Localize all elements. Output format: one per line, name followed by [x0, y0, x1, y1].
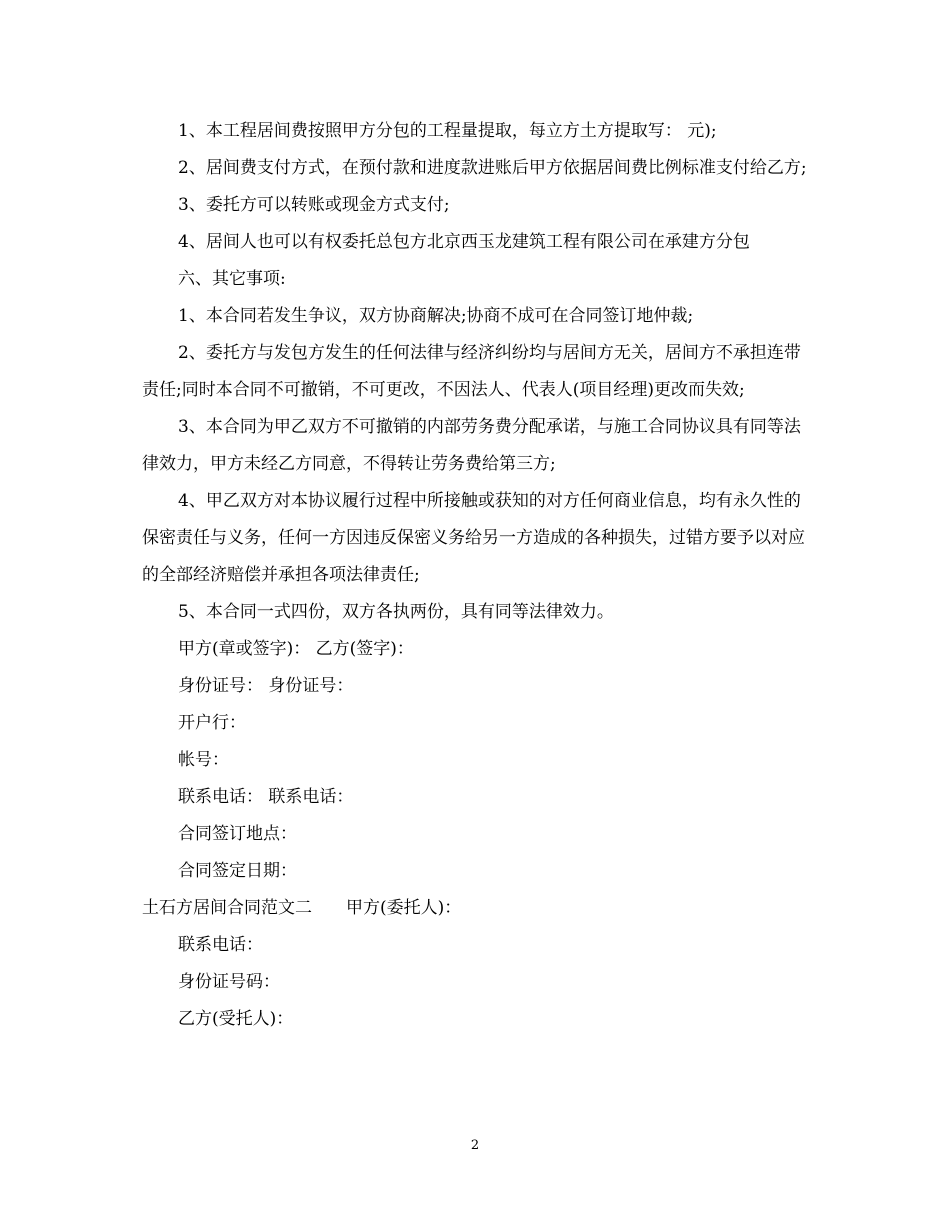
paragraph: 1、本工程居间费按照甲方分包的工程量提取，每立方土方提取写： 元); — [178, 121, 717, 141]
section-heading: 六、其它事项: — [178, 269, 286, 289]
paragraph: 2、委托方与发包方发生的任何法律与经济纠纷均与居间方无关，居间方不承担连带责任;同时本合同不可撤销，不可更改，不因法人、代表人(项目经理)更改而失效; — [142, 343, 801, 400]
paragraph: 4、居间人也可以有权委托总包方北京西玉龙建筑工程有限公司在承建方分包 — [178, 232, 750, 252]
signature-line: 甲方(章或签字)： 乙方(签字)： — [178, 639, 414, 659]
page-number: 2 — [470, 1138, 480, 1153]
paragraph: 2、居间费支付方式，在预付款和进度款进账后甲方依据居间费比例标准支付给乙方; — [178, 158, 807, 178]
paragraph: 4、甲乙双方对本协议履行过程中所接触或获知的对方任何商业信息，均有永久性的保密责任与义务，任何一方因违反保密义务给另一方造成的各种损失，过错方要予以对应的全部经济赔偿并承担各项法律责任; — [142, 491, 805, 585]
document-body — [142, 113, 810, 1038]
paragraph: 5、本合同一式四份，双方各执两份，具有同等法律效力。 — [178, 602, 614, 622]
account-line: 帐号： — [178, 750, 229, 770]
signing-place-line: 合同签订地点： — [178, 824, 297, 844]
id-number-line: 身份证号码： — [178, 972, 280, 992]
paragraph: 1、本合同若发生争议，双方协商解决;协商不成可在合同签订地仲裁; — [178, 306, 694, 326]
paragraph: 3、本合同为甲乙双方不可撤销的内部劳务费分配承诺，与施工合同协议具有同等法律效力，甲方未经乙方同意，不得转让劳务费给第三方; — [142, 417, 801, 474]
paragraph: 3、委托方可以转账或现金方式支付; — [178, 195, 450, 215]
party-b-line: 乙方(受托人)： — [178, 1009, 294, 1029]
id-number-line: 身份证号： 身份证号： — [178, 676, 354, 696]
second-contract-title: 土石方居间合同范文二 甲方(委托人)： — [142, 898, 462, 918]
bank-line: 开户行： — [178, 713, 246, 733]
phone-line: 联系电话： 联系电话： — [178, 787, 354, 807]
signing-date-line: 合同签定日期： — [178, 861, 297, 881]
phone-line: 联系电话： — [178, 935, 263, 955]
